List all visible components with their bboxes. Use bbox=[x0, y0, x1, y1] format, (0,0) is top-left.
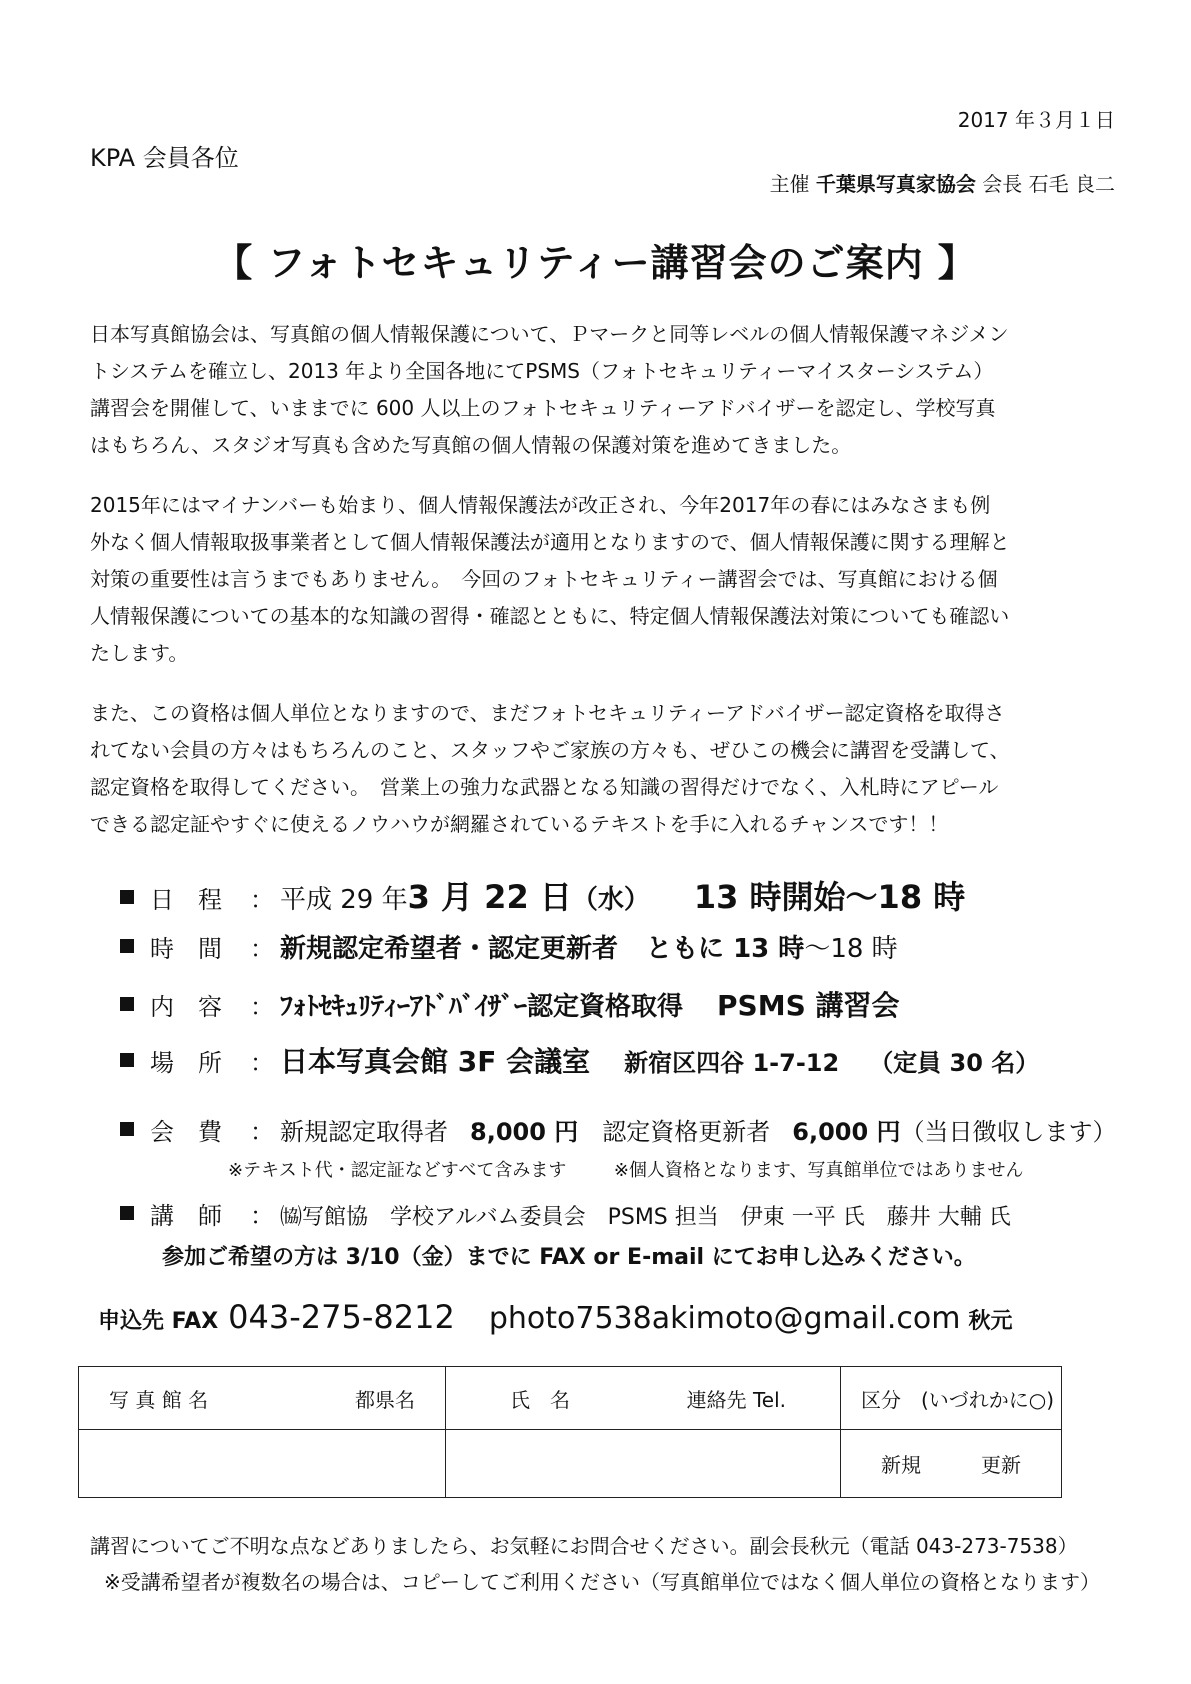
square-bullet-icon bbox=[120, 1206, 134, 1220]
square-bullet-icon bbox=[120, 890, 134, 904]
detail-fee bbox=[120, 1112, 1117, 1147]
text-line: また、この資格は個人単位となりますので、まだフォトセキュリティーアドバイザー認定資格を取得さ bbox=[90, 701, 1005, 725]
fee-renew-amount: 6,000 円 bbox=[792, 1118, 901, 1146]
form-option-new[interactable]: 新規 bbox=[881, 1453, 921, 1477]
organizer-prefix: 主催 bbox=[769, 172, 810, 196]
detail-content bbox=[120, 984, 899, 1024]
form-label-studio: 写 真 館 名 bbox=[109, 1387, 209, 1412]
text-line: トシステムを確立し、2013 年より全国各地にてPSMS（フォトセキュリティーマイスターシステム） bbox=[90, 359, 994, 383]
detail-colon: ： bbox=[250, 935, 274, 963]
text-line: 対策の重要性は言うまでもありません。 今回のフォトセキュリティー講習会では、写真館における個 bbox=[90, 567, 998, 591]
organizer bbox=[770, 168, 1115, 197]
form-label-prefecture: 都県名 bbox=[355, 1387, 415, 1412]
detail-label: 講 師 bbox=[150, 1202, 222, 1230]
organizer-name: 千葉県写真家協会 bbox=[815, 172, 976, 196]
detail-colon: ： bbox=[250, 993, 274, 1021]
recipient: KPA 会員各位 bbox=[90, 144, 239, 172]
contact-prefix: 申込先 FAX bbox=[98, 1309, 219, 1334]
form-input-category[interactable] bbox=[841, 1430, 1062, 1498]
deadline-notice: 参加ご希望の方は 3/10（金）までに FAX or E-mail にてお申し込みください。 bbox=[162, 1245, 976, 1270]
text-line: 人情報保護についての基本的な知識の習得・確認とともに、特定個人情報保護法対策についても確認い bbox=[90, 604, 1010, 628]
contact-line bbox=[98, 1298, 1012, 1336]
form-header-studio bbox=[79, 1367, 446, 1430]
detail-colon: ： bbox=[250, 1118, 274, 1146]
text-line: 日本写真館協会は、写真館の個人情報保護について、Ｐマークと同等レベルの個人情報保護マネジメン bbox=[90, 322, 1009, 346]
square-bullet-icon bbox=[120, 997, 134, 1011]
fee-new-label: 新規認定取得者 bbox=[280, 1118, 448, 1146]
detail-label: 日 程 bbox=[150, 886, 222, 914]
application-form bbox=[78, 1366, 1062, 1498]
fee-subnote: ※個人資格となります、写真館単位ではありません bbox=[613, 1160, 1024, 1181]
form-header-name bbox=[446, 1367, 841, 1430]
schedule-era: 平成 29 年 bbox=[280, 885, 408, 915]
detail-colon: ： bbox=[250, 1202, 274, 1230]
detail-lecturer bbox=[120, 1196, 1011, 1231]
text-line: できる認定証やすぐに使えるノウハウが網羅されているテキストを手に入れるチャンスです！！ bbox=[90, 812, 949, 836]
schedule-weekday: （水） bbox=[571, 885, 650, 915]
footer-inquiry: 講習についてご不明な点などありましたら、お気軽にお問合せください。副会長秋元（電話 043-273-7538） bbox=[90, 1534, 1078, 1558]
paragraph-intro bbox=[90, 316, 1110, 464]
footer-copy-note: ※受講希望者が複数名の場合は、コピーしてご利用ください（写真館単位ではなく個人単位の資格となります） bbox=[104, 1570, 1100, 1594]
hours-both: ともに 13 時 bbox=[646, 934, 805, 964]
detail-label: 会 費 bbox=[150, 1118, 222, 1146]
content-name: PSMS 講習会 bbox=[717, 989, 900, 1022]
fee-subnotes bbox=[228, 1156, 1023, 1182]
text-line: れてない会員の方々はもちろんのこと、スタッフやご家族の方々も、ぜひこの機会に講習を受講して、 bbox=[90, 738, 1010, 762]
text-line: はもちろん、スタジオ写真も含めた写真館の個人情報の保護対策を進めてきました。 bbox=[90, 433, 852, 457]
square-bullet-icon bbox=[120, 1122, 134, 1136]
detail-colon: ： bbox=[250, 886, 274, 914]
lecturer-text: ㈿写館協 学校アルバム委員会 PSMS 担当 伊東 一平 氏 藤井 大輔 氏 bbox=[280, 1205, 1011, 1230]
venue-capacity: （定員 30 名） bbox=[869, 1049, 1040, 1077]
content-text: ﾌｫﾄｾｷｭﾘﾃｨｰｱﾄﾞﾊﾞｲｻﾞｰ認定資格取得 bbox=[280, 992, 684, 1022]
hours-text: 新規認定希望者・認定更新者 bbox=[280, 934, 619, 964]
detail-colon: ： bbox=[250, 1049, 274, 1077]
hours-end: ～18 時 bbox=[804, 934, 898, 964]
form-label-tel: 連絡先 Tel. bbox=[686, 1387, 786, 1412]
text-line: 認定資格を取得してください。 営業上の強力な武器となる知識の習得だけでなく、入札時にアピール bbox=[90, 775, 999, 799]
contact-email: photo7538akimoto@gmail.com bbox=[488, 1301, 961, 1336]
text-line: 講習会を開催して、いままでに 600 人以上のフォトセキュリティーアドバイザーを認定し、学校写真 bbox=[90, 396, 996, 420]
paragraph-background bbox=[90, 487, 1110, 672]
document-title: 【 フォトセキュリティー講習会のご案内 】 bbox=[214, 241, 977, 285]
organizer-person: 石毛 良二 bbox=[1028, 172, 1115, 196]
venue-name: 日本写真会館 3F 会議室 bbox=[280, 1045, 591, 1078]
detail-label: 場 所 bbox=[150, 1049, 222, 1077]
contact-person: 秋元 bbox=[968, 1309, 1013, 1334]
form-header-category bbox=[841, 1367, 1062, 1430]
form-label-category: 区分 (いづれかに○) bbox=[861, 1387, 1055, 1412]
fee-note: （当日徴収します） bbox=[900, 1118, 1117, 1146]
text-line: たします。 bbox=[90, 641, 189, 665]
square-bullet-icon bbox=[120, 939, 134, 953]
text-line: 外なく個人情報取扱事業者として個人情報保護法が適用となりますので、個人情報保護に関する理解と bbox=[90, 530, 1010, 554]
schedule-date: 3 月 22 日 bbox=[407, 878, 572, 916]
venue-address: 新宿区四谷 1-7-12 bbox=[624, 1049, 840, 1077]
fee-renew-label: 認定資格更新者 bbox=[602, 1118, 771, 1146]
form-option-renew[interactable]: 更新 bbox=[981, 1453, 1021, 1477]
detail-hours bbox=[120, 928, 898, 965]
form-input-name[interactable] bbox=[446, 1430, 841, 1498]
paragraph-invitation bbox=[90, 695, 1110, 843]
text-line: 2015年にはマイナンバーも始まり、個人情報保護法が改正され、今年2017年の春にはみなさまも例 bbox=[90, 493, 991, 517]
schedule-time: 13 時開始～18 時 bbox=[693, 878, 966, 916]
detail-schedule bbox=[120, 872, 965, 918]
document-date: 2017 年３月１日 bbox=[957, 108, 1115, 132]
detail-venue bbox=[120, 1040, 1039, 1080]
fee-new-amount: 8,000 円 bbox=[470, 1118, 579, 1146]
form-input-studio[interactable] bbox=[79, 1430, 446, 1498]
fee-subnote: ※テキスト代・認定証などすべて含みます bbox=[228, 1160, 567, 1181]
detail-label: 内 容 bbox=[150, 993, 222, 1021]
detail-label: 時 間 bbox=[150, 935, 222, 963]
form-label-name: 氏 名 bbox=[510, 1387, 570, 1412]
organizer-title: 会長 bbox=[982, 172, 1023, 196]
contact-fax: 043-275-8212 bbox=[228, 1298, 455, 1336]
square-bullet-icon bbox=[120, 1053, 134, 1067]
